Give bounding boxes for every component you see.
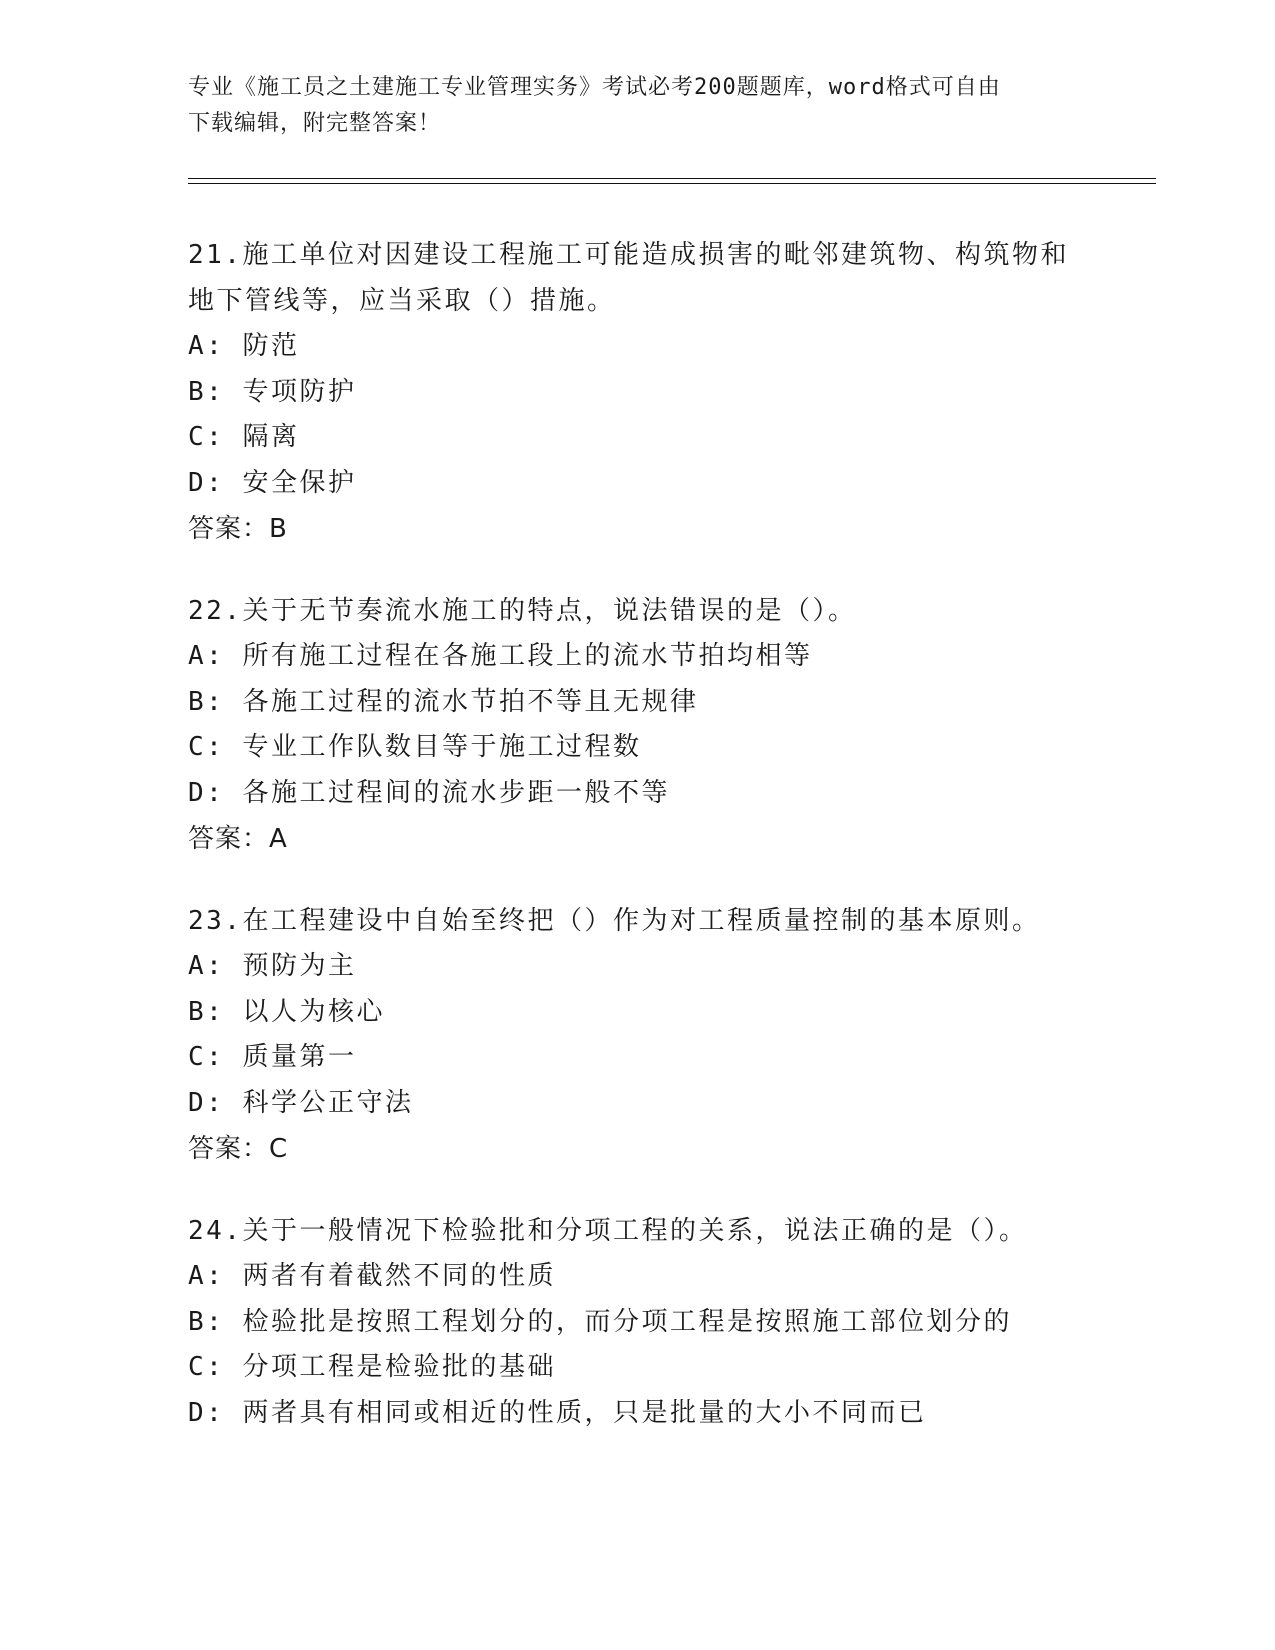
- header-divider-bottom: [188, 183, 1156, 184]
- option-c: C: 质量第一: [188, 1042, 357, 1072]
- option-a: A: 预防为主: [188, 951, 357, 981]
- option-b: B: 检验批是按照工程划分的，而分项工程是按照施工部位划分的: [188, 1306, 1012, 1337]
- option-d: D: 安全保护: [188, 467, 357, 498]
- header-line-2: 下载编辑，附完整答案！: [188, 111, 442, 136]
- option-d: D: 各施工过程间的流水步距一般不等: [188, 777, 670, 808]
- option-c: C: 专业工作队数目等于施工过程数: [188, 732, 642, 762]
- option-a: A: 两者有着截然不同的性质: [188, 1261, 556, 1291]
- document-header: [188, 70, 1088, 142]
- answer: 答案：B: [188, 514, 288, 544]
- answer: 答案：A: [188, 824, 288, 854]
- option-b: B: 以人为核心: [188, 996, 385, 1027]
- question-stem: 24.关于一般情况下检验批和分项工程的关系，说法正确的是（）。: [188, 1216, 1028, 1246]
- question-list: [188, 232, 1088, 1472]
- question-stem: 23.在工程建设中自始至终把（）作为对工程质量控制的基本原则。: [188, 906, 1041, 936]
- option-d: D: 两者具有相同或相近的性质，只是批量的大小不同而已: [188, 1397, 927, 1428]
- question-21: [188, 232, 1088, 552]
- question-24: [188, 1208, 1088, 1436]
- header-divider-top: [188, 178, 1156, 179]
- question-stem-continued: 地下管线等，应当采取（）措施。: [188, 286, 616, 316]
- option-a: A: 防范: [188, 331, 300, 361]
- question-23: [188, 898, 1088, 1172]
- option-b: B: 专项防护: [188, 376, 357, 407]
- option-c: C: 隔离: [188, 422, 300, 452]
- question-stem: 21.施工单位对因建设工程施工可能造成损害的毗邻建筑物、构筑物和: [188, 240, 1069, 270]
- question-stem: 22.关于无节奏流水施工的特点，说法错误的是（）。: [188, 596, 857, 626]
- question-22: [188, 588, 1088, 862]
- option-c: C: 分项工程是检验批的基础: [188, 1352, 556, 1382]
- option-a: A: 所有施工过程在各施工段上的流水节拍均相等: [188, 641, 813, 671]
- option-b: B: 各施工过程的流水节拍不等且无规律: [188, 686, 699, 717]
- answer: 答案：C: [188, 1134, 289, 1164]
- header-line-1: 专业《施工员之土建施工专业管理实务》考试必考200题题库，word格式可自由: [188, 75, 1001, 100]
- option-d: D: 科学公正守法: [188, 1087, 414, 1118]
